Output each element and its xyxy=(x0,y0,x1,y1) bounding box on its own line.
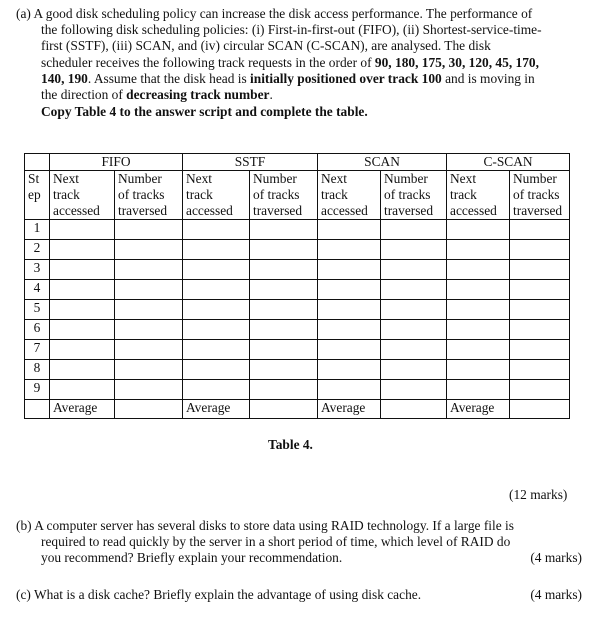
answer-cell xyxy=(250,380,318,400)
answer-cell xyxy=(115,240,183,260)
answer-cell xyxy=(183,300,250,320)
answer-cell xyxy=(50,380,115,400)
answer-cell xyxy=(115,320,183,340)
answer-cell xyxy=(115,300,183,320)
step-row xyxy=(25,220,570,240)
step-row xyxy=(25,360,570,380)
answer-cell xyxy=(318,280,381,300)
answer-cell xyxy=(50,240,115,260)
answer-cell xyxy=(250,320,318,340)
part-c-label: (c) xyxy=(16,587,31,602)
answer-cell xyxy=(318,220,381,240)
answer-cell xyxy=(318,320,381,340)
col-next-track-cscan-line-1: Next xyxy=(450,171,477,186)
part-b-label: (b) xyxy=(16,518,32,533)
question-part-c xyxy=(16,587,582,603)
answer-cell xyxy=(50,300,115,320)
answer-cell xyxy=(250,260,318,280)
part-b-line-2: required to read quickly by the server in a short period of time, which level of RAID do xyxy=(41,534,511,550)
col-next-track-fifo xyxy=(50,171,115,220)
col-next-track-fifo-line-1: Next xyxy=(53,171,80,186)
part-b-line-3-text: you recommend? Briefly explain your recommendation. xyxy=(41,550,343,566)
scheduling-table xyxy=(24,153,570,419)
answer-cell xyxy=(50,340,115,360)
answer-cell xyxy=(115,260,183,280)
step-header-part-2: ep xyxy=(28,187,41,202)
step-number: 3 xyxy=(25,260,50,280)
step-number: 6 xyxy=(25,320,50,340)
initial-position: initially positioned over track 100 xyxy=(250,70,442,86)
col-tracks-traversed-scan-line-2: of tracks xyxy=(384,187,431,202)
answer-cell xyxy=(381,300,447,320)
answer-cell xyxy=(115,280,183,300)
step-row xyxy=(25,380,570,400)
average-row-blank xyxy=(25,400,50,419)
group-cscan: C-SCAN xyxy=(447,154,570,171)
part-a-label: (a) xyxy=(16,6,31,21)
answer-cell xyxy=(510,260,570,280)
answer-cell xyxy=(50,280,115,300)
col-next-track-cscan-line-3: accessed xyxy=(450,203,497,218)
average-value-fifo xyxy=(115,400,183,419)
part-b-line-3 xyxy=(16,550,582,566)
answer-cell xyxy=(183,260,250,280)
step-header xyxy=(25,171,50,220)
answer-cell xyxy=(250,240,318,260)
col-tracks-traversed-cscan xyxy=(510,171,570,220)
marks-part-c: (4 marks) xyxy=(530,587,582,602)
col-next-track-cscan xyxy=(447,171,510,220)
corner-cell xyxy=(25,154,50,171)
part-a-line-5-text: . Assume that the disk head is xyxy=(87,70,251,86)
answer-cell xyxy=(381,240,447,260)
answer-cell xyxy=(318,380,381,400)
answer-cell xyxy=(510,300,570,320)
part-a-line-4-text: scheduler receives the following track requests in the order of xyxy=(41,54,375,70)
col-next-track-scan-line-1: Next xyxy=(321,171,348,186)
col-tracks-traversed-fifo-line-2: of tracks xyxy=(118,187,165,202)
part-a-line-6-end: . xyxy=(269,87,273,103)
step-row xyxy=(25,340,570,360)
part-a-line-1: A good disk scheduling policy can increase the disk access performance. The performance of xyxy=(33,6,533,21)
part-a-line-5 xyxy=(16,71,582,87)
answer-cell xyxy=(447,320,510,340)
col-next-track-sstf-line-3: accessed xyxy=(186,203,233,218)
question-part-a xyxy=(16,6,582,103)
answer-cell xyxy=(50,320,115,340)
answer-cell xyxy=(510,320,570,340)
step-row xyxy=(25,300,570,320)
answer-cell xyxy=(115,340,183,360)
part-a-line-4 xyxy=(16,55,582,71)
average-value-cscan xyxy=(510,400,570,419)
track-requests-2: 140, 190 xyxy=(41,70,88,86)
table-caption: Table 4. xyxy=(268,437,313,452)
step-number: 9 xyxy=(25,380,50,400)
col-next-track-scan xyxy=(318,171,381,220)
col-tracks-traversed-fifo xyxy=(115,171,183,220)
step-row xyxy=(25,320,570,340)
answer-cell xyxy=(183,320,250,340)
col-next-track-scan-line-2: track xyxy=(321,187,348,202)
step-row xyxy=(25,240,570,260)
answer-cell xyxy=(250,220,318,240)
part-a-line-2: the following disk scheduling policies: (i) First-in-first-out (FIFO), (ii) Shortest-service-time- xyxy=(41,22,542,38)
answer-cell xyxy=(381,360,447,380)
answer-cell xyxy=(447,240,510,260)
average-value-sstf xyxy=(250,400,318,419)
track-requests-1: 90, 180, 175, 30, 120, 45, 170, xyxy=(374,54,539,70)
answer-cell xyxy=(381,220,447,240)
col-tracks-traversed-sstf-line-2: of tracks xyxy=(253,187,300,202)
average-label-sstf: Average xyxy=(183,400,250,419)
average-label-fifo: Average xyxy=(50,400,115,419)
col-next-track-cscan-line-2: track xyxy=(450,187,477,202)
answer-cell xyxy=(115,360,183,380)
answer-cell xyxy=(447,340,510,360)
answer-cell xyxy=(115,380,183,400)
answer-cell xyxy=(183,380,250,400)
col-tracks-traversed-scan-line-1: Number xyxy=(384,171,428,186)
group-scan: SCAN xyxy=(318,154,447,171)
average-label-scan: Average xyxy=(318,400,381,419)
marks-part-b: (4 marks) xyxy=(530,550,582,566)
answer-cell xyxy=(183,220,250,240)
group-sstf: SSTF xyxy=(183,154,318,171)
step-number: 4 xyxy=(25,280,50,300)
answer-cell xyxy=(50,260,115,280)
answer-cell xyxy=(381,320,447,340)
answer-cell xyxy=(183,280,250,300)
answer-cell xyxy=(510,340,570,360)
part-a-line-6 xyxy=(16,87,582,103)
answer-cell xyxy=(318,300,381,320)
answer-cell xyxy=(447,300,510,320)
col-tracks-traversed-fifo-line-1: Number xyxy=(118,171,162,186)
answer-cell xyxy=(183,240,250,260)
col-next-track-sstf-line-2: track xyxy=(186,187,213,202)
answer-cell xyxy=(250,280,318,300)
answer-cell xyxy=(510,360,570,380)
col-next-track-sstf-line-1: Next xyxy=(186,171,213,186)
answer-cell xyxy=(183,360,250,380)
column-header-row xyxy=(25,171,570,220)
group-header-row xyxy=(25,154,570,171)
col-tracks-traversed-sstf xyxy=(250,171,318,220)
average-row xyxy=(25,400,570,419)
col-next-track-scan-line-3: accessed xyxy=(321,203,368,218)
group-fifo: FIFO xyxy=(50,154,183,171)
step-row xyxy=(25,260,570,280)
part-c-text: What is a disk cache? Briefly explain the advantage of using disk cache. xyxy=(33,587,422,602)
part-a-line-5-end: and is moving in xyxy=(441,70,535,86)
col-next-track-fifo-line-3: accessed xyxy=(53,203,100,218)
col-tracks-traversed-scan xyxy=(381,171,447,220)
col-next-track-fifo-line-2: track xyxy=(53,187,80,202)
col-tracks-traversed-cscan-line-3: traversed xyxy=(513,203,563,218)
answer-cell xyxy=(318,360,381,380)
question-part-b xyxy=(16,518,582,567)
answer-cell xyxy=(510,240,570,260)
head-direction: decreasing track number xyxy=(126,87,270,103)
answer-cell xyxy=(250,340,318,360)
step-row xyxy=(25,280,570,300)
answer-cell xyxy=(510,220,570,240)
part-a-line-6-text: the direction of xyxy=(41,87,127,103)
answer-cell xyxy=(318,340,381,360)
average-value-scan xyxy=(381,400,447,419)
answer-cell xyxy=(447,380,510,400)
answer-cell xyxy=(447,280,510,300)
answer-cell xyxy=(318,240,381,260)
col-tracks-traversed-sstf-line-1: Number xyxy=(253,171,297,186)
step-number: 7 xyxy=(25,340,50,360)
answer-cell xyxy=(250,300,318,320)
step-number: 8 xyxy=(25,360,50,380)
step-header-part-1: St xyxy=(28,171,40,186)
col-next-track-sstf xyxy=(183,171,250,220)
answer-cell xyxy=(447,360,510,380)
col-tracks-traversed-cscan-line-1: Number xyxy=(513,171,557,186)
answer-cell xyxy=(50,220,115,240)
step-number: 1 xyxy=(25,220,50,240)
answer-cell xyxy=(115,220,183,240)
answer-cell xyxy=(50,360,115,380)
answer-cell xyxy=(381,260,447,280)
marks-part-a: (12 marks) xyxy=(509,487,568,502)
col-tracks-traversed-cscan-line-2: of tracks xyxy=(513,187,560,202)
table-body xyxy=(25,154,570,419)
part-a-line-3: first (SSTF), (iii) SCAN, and (iv) circular SCAN (C-SCAN), are analysed. The disk xyxy=(41,38,491,54)
answer-cell xyxy=(381,380,447,400)
answer-cell xyxy=(183,340,250,360)
answer-cell xyxy=(510,280,570,300)
col-tracks-traversed-fifo-line-3: traversed xyxy=(118,203,168,218)
answer-cell xyxy=(447,260,510,280)
answer-cell xyxy=(510,380,570,400)
answer-cell xyxy=(381,280,447,300)
instruction: Copy Table 4 to the answer script and complete the table. xyxy=(41,104,368,119)
answer-cell xyxy=(318,260,381,280)
answer-cell xyxy=(250,360,318,380)
answer-cell xyxy=(447,220,510,240)
answer-cell xyxy=(381,340,447,360)
average-label-cscan: Average xyxy=(447,400,510,419)
col-tracks-traversed-sstf-line-3: traversed xyxy=(253,203,303,218)
col-tracks-traversed-scan-line-3: traversed xyxy=(384,203,434,218)
step-number: 2 xyxy=(25,240,50,260)
step-number: 5 xyxy=(25,300,50,320)
part-b-line-1: A computer server has several disks to store data using RAID technology. If a large file is xyxy=(34,518,514,533)
